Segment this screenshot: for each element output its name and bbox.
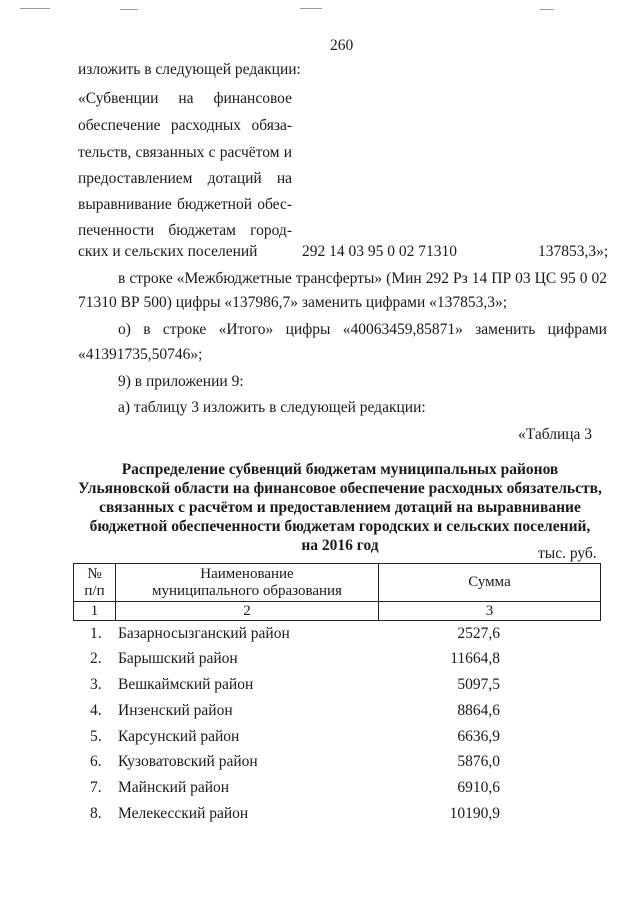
entry-line: печенности бюджетам город- <box>78 222 292 239</box>
row-number: 4. <box>90 702 102 719</box>
row-sum: 6636,9 <box>457 728 500 745</box>
row-name: Мелекесский район <box>118 805 249 822</box>
row-name: Кузоватовский район <box>118 753 258 770</box>
row-name: Инзенский район <box>118 702 233 719</box>
row-number: 3. <box>90 676 102 693</box>
entry-line: тельств, связанных с расчётом и <box>78 144 292 161</box>
entry-line: «Субвенции на финансовое <box>78 90 292 107</box>
units-label: тыс. руб. <box>538 545 597 562</box>
row-name: Вешкаймский район <box>118 676 254 693</box>
para-total-line2: «41391735,50746»; <box>78 346 203 363</box>
row-name: Барышский район <box>118 650 238 667</box>
page-number: 260 <box>330 37 354 54</box>
col-number-1: 1 <box>74 602 116 621</box>
para-total-line1: о) в строке «Итого» цифры «40063459,85871» заменить цифрами <box>118 321 607 338</box>
header-number-cell: № п/п <box>74 564 116 602</box>
intro-text: изложить в следующей редакции: <box>78 61 301 78</box>
header-sum-cell: Сумма <box>379 564 601 602</box>
item-9: 9) в приложении 9: <box>118 373 244 390</box>
scan-mark <box>20 8 50 9</box>
para-interbudget-line2: 71310 ВР 500) цифры «137986,7» заменить цифрами «137853,3»; <box>78 294 508 311</box>
row-number: 1. <box>90 625 102 642</box>
row-number: 8. <box>90 805 102 822</box>
header-name-cell: Наименование муниципального образования <box>116 564 379 602</box>
table-heading: Распределение субвенций бюджетам муниципальных районов Ульяновской области на финансовое обеспечение расходных обязательств, связанных с расчётом и предоставлением дотаций на выравнивание бюджетной обеспеченности бюджетам городских и сельских поселений, на 2016 год <box>78 461 602 554</box>
row-name: Майнский район <box>118 779 230 796</box>
scan-mark <box>540 9 554 10</box>
entry-line: предоставлением дотаций на <box>78 170 292 187</box>
row-number: 5. <box>90 728 102 745</box>
entry-line: обеспечение расходных обяза- <box>78 117 292 134</box>
row-number: 7. <box>90 779 102 796</box>
budget-code: 292 14 03 95 0 02 71310 <box>302 243 457 260</box>
item-a: а) таблицу 3 изложить в следующей редакции: <box>118 399 426 416</box>
distribution-table-header <box>73 563 601 621</box>
col-number-2: 2 <box>116 602 379 621</box>
row-sum: 2527,6 <box>457 625 500 642</box>
row-sum: 8864,6 <box>457 702 500 719</box>
table-label: «Таблица 3 <box>518 426 593 443</box>
para-interbudget-line1: в строке «Межбюджетные трансферты» (Мин 292 Рз 14 ПР 03 ЦС 95 0 02 <box>118 270 607 287</box>
row-sum: 6910,6 <box>457 779 500 796</box>
row-name: Карсунский район <box>118 728 240 745</box>
col-number-3: 3 <box>379 602 601 621</box>
row-sum: 5097,5 <box>457 676 500 693</box>
scan-mark <box>300 8 322 9</box>
row-sum: 5876,0 <box>457 753 500 770</box>
entry-amount: 137853,3»; <box>538 243 609 260</box>
entry-last-line: ских и сельских поселений <box>78 243 258 260</box>
row-sum: 11664,8 <box>450 650 500 667</box>
scan-mark <box>120 9 138 10</box>
row-sum: 10190,9 <box>449 805 500 822</box>
row-name: Базарносызганский район <box>118 625 290 642</box>
row-number: 6. <box>90 753 102 770</box>
entry-line: выравнивание бюджетной обес- <box>78 196 292 213</box>
row-number: 2. <box>90 650 102 667</box>
